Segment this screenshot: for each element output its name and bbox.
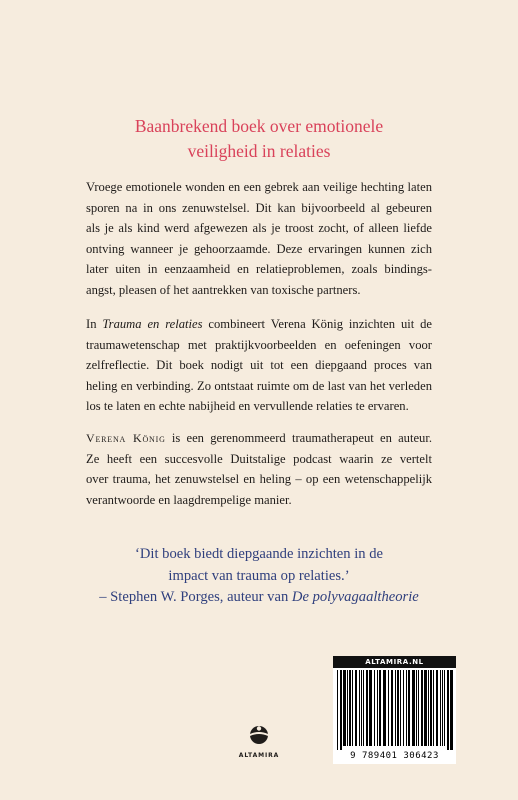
barcode-bar (363, 670, 364, 746)
paragraph-line: Ze heeft een succesvolle Duitstalige podcast waarin ze vertelt (86, 451, 432, 466)
barcode-bar (416, 670, 417, 746)
publisher-website: ALTAMIRA.NL (333, 656, 456, 668)
barcode-bar (424, 670, 427, 746)
quote-line-2: impact van trauma op relaties.’ (168, 567, 350, 584)
paragraph-line: Vroege emotionele wonden en een gebrek aan veilige hechting laten (86, 180, 432, 194)
barcode-bar (369, 670, 372, 746)
barcode-bar (347, 670, 348, 746)
barcode-bar (400, 670, 401, 746)
barcode-bar (337, 670, 338, 750)
barcode-bar (361, 670, 362, 746)
barcode-bar (343, 670, 346, 746)
book-title: Trauma en relaties (102, 317, 203, 331)
barcode-bar (428, 670, 429, 746)
barcode-bar (397, 670, 399, 746)
barcode-bar (395, 670, 396, 746)
barcode-bar (349, 670, 351, 746)
barcode-bar (355, 670, 357, 746)
headline-line-1: Baanbrekend boek over emotionele (134, 116, 384, 136)
publisher-logo (235, 724, 283, 759)
quote-attribution (0, 587, 518, 609)
barcode-bar (442, 670, 443, 746)
paragraph-line: zelfreflectie. Dit boek nodigt uit tot een diepgaand proces van (86, 358, 432, 372)
quote-line-1: ‘Dit boek biedt diepgaande inzichten in de (134, 546, 383, 562)
paragraph-line: los te laten en echte nabijheid en vervullende relaties te ervaren. (86, 399, 409, 413)
barcode-icon (335, 670, 454, 750)
author-name: Verena König (86, 431, 166, 445)
isbn-barcode (333, 656, 456, 764)
paragraph-line: later uiten in eenzaamheid en relatieproblemen, zoals bindings- (86, 262, 432, 276)
paragraph-line: sporen na in ons zenuwstelsel. Dit kan bijvoorbeeld al gebeuren (86, 200, 432, 215)
barcode-bar (379, 670, 381, 746)
altamira-logo-icon (249, 724, 269, 746)
barcode-bar (374, 670, 375, 746)
barcode-bar (436, 670, 438, 746)
barcode-bar (406, 670, 407, 746)
paragraph-line: heling en verbinding. Zo ontstaat ruimte om de last van het verleden (86, 378, 432, 393)
barcode-bar (412, 670, 415, 746)
barcode-bar (450, 670, 453, 750)
barcode-bar (366, 670, 368, 746)
isbn-number: 9 789401 306423 (350, 751, 439, 761)
barcode-bar (421, 670, 423, 746)
paragraph-line: over trauma, het zenuwstelsel en heling – op een wetenschappelijk (86, 472, 432, 486)
barcode-bar (383, 670, 386, 746)
barcode-bar (403, 670, 404, 746)
line-suffix: is een gerenommeerd traumatherapeut en auteur. (165, 431, 433, 445)
headline (0, 114, 518, 164)
attribution-prefix: – Stephen W. Porges, auteur van (99, 589, 292, 605)
paragraph-line (86, 314, 432, 335)
barcode-bar (352, 670, 353, 746)
barcode-bar (359, 670, 360, 746)
barcode-bar (430, 670, 432, 746)
author-bio-paragraph (86, 428, 432, 510)
paragraph-line (86, 428, 432, 449)
barcode-bar (391, 670, 393, 746)
paragraph-line: angst, pleasen of het aantrekken van toxische partners. (86, 282, 361, 297)
book-summary-paragraph (86, 314, 432, 417)
barcode-bar (418, 670, 419, 746)
barcode-bar (377, 670, 378, 746)
paragraph-line: traumawetenschap met praktijkvoorbeelden en oefeningen voor (86, 337, 432, 352)
headline-line-2: veiligheid in relaties (187, 141, 331, 161)
line-prefix: In (86, 317, 103, 331)
barcode-bar (433, 670, 434, 746)
barcode-bar (440, 670, 441, 746)
description-paragraph (86, 177, 432, 300)
endorsement-quote (0, 544, 518, 609)
barcode-bar (340, 670, 342, 750)
line-suffix: combineert Verena König inzichten uit de (202, 317, 433, 331)
publisher-logo-label: ALTAMIRA (238, 752, 280, 759)
barcode-bar (447, 670, 449, 750)
paragraph-line: als je als kind werd afgewezen als je troost zocht, of alleen liefde (86, 221, 432, 235)
barcode-bar (388, 670, 389, 746)
paragraph-line: verantwoorde en laagdrempelige manier. (86, 492, 292, 507)
cited-book-title: De polyvagaaltheorie (291, 589, 419, 605)
barcode-bar (444, 670, 445, 746)
barcode-bar (408, 670, 410, 746)
paragraph-line: ontving wanneer je gehoorzaamde. Deze ervaringen kunnen zich (86, 241, 432, 256)
